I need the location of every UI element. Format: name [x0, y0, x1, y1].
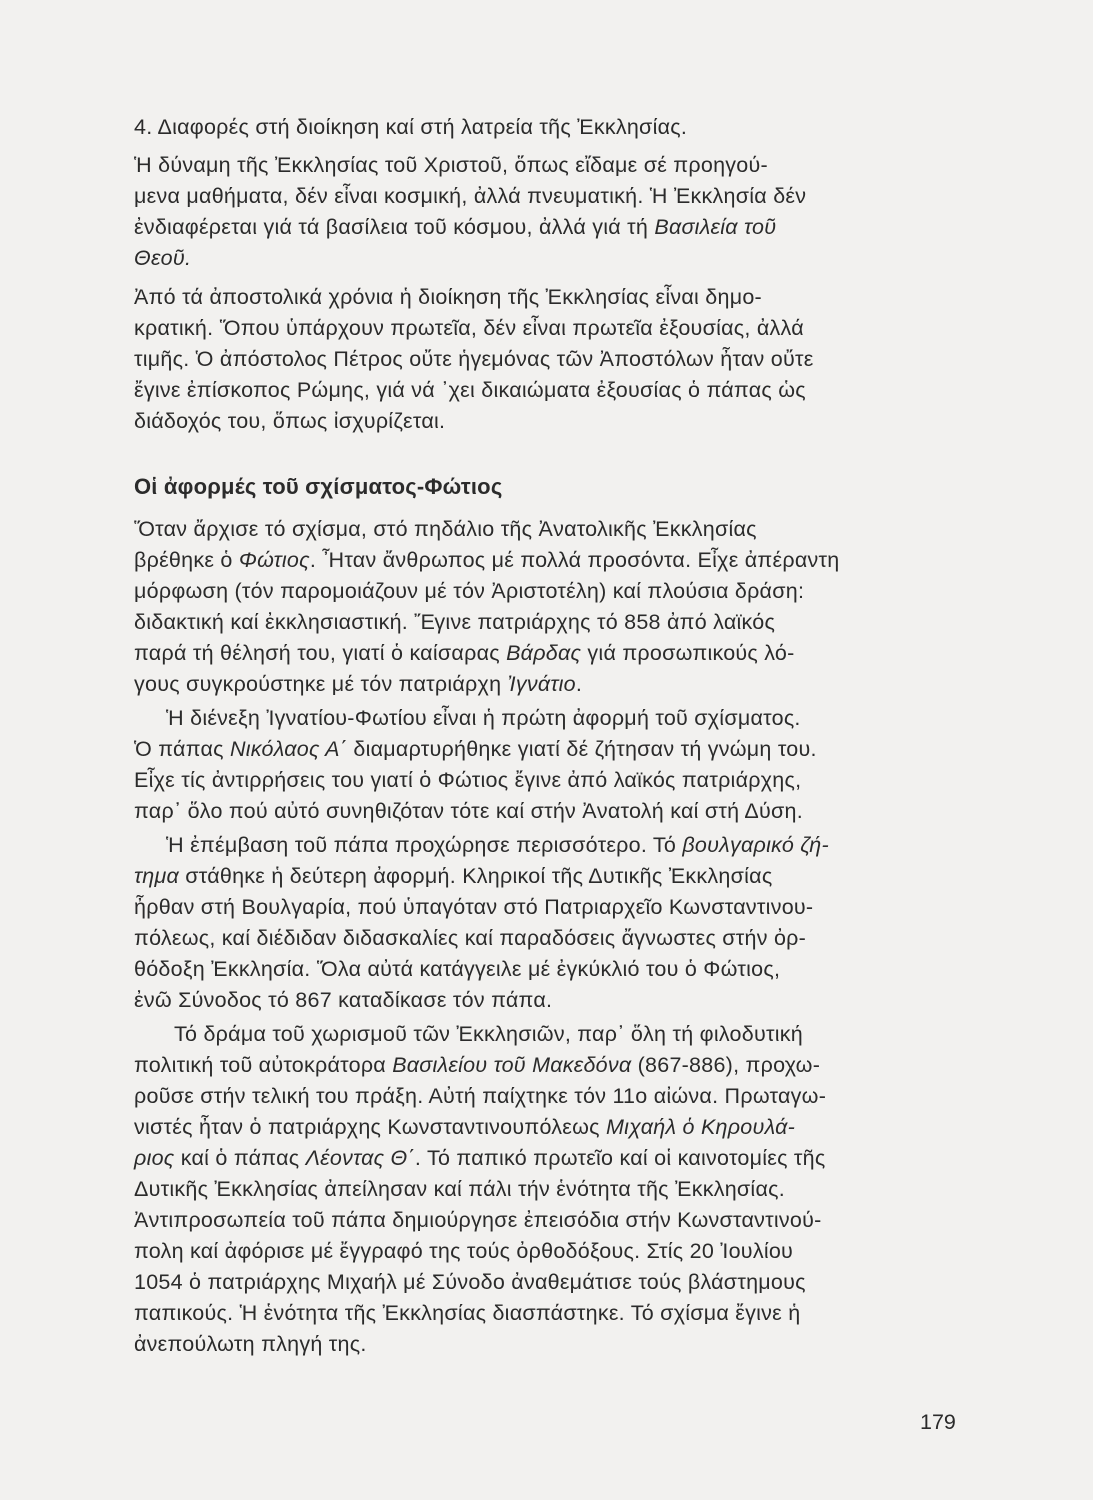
text-run: . [575, 672, 583, 696]
italic-term: Νικόλαος Α΄ [230, 737, 348, 761]
italic-term: Βάρδας [506, 641, 582, 665]
italic-term: Λέοντας Θ΄ [305, 1146, 415, 1170]
text-run: παρά τή θέλησή του, γιατί ὁ καίσαρας [134, 641, 507, 665]
paragraph-line [134, 638, 795, 668]
text-run: ἔγινε ἐπίσκοπος Ρώμης, γιά νά ᾽χει δικαιώματα ἐξουσίας ὁ πάπας ὡς [134, 378, 806, 402]
paragraph-line [134, 514, 960, 544]
paragraph-line [166, 830, 829, 860]
italic-term: Μιχαήλ ὁ Κηρουλά- [605, 1115, 796, 1139]
paragraph-line [134, 1298, 960, 1328]
text-run: διαμαρτυρήθηκε γιατί δέ ζήτησαν τή γνώμη του. [347, 737, 817, 761]
paragraph-line [134, 282, 960, 312]
section-heading: Οἱ ἀφορμές τοῦ σχίσματος-Φώτιος [134, 474, 503, 499]
text-run: βρέθηκε ὁ [134, 548, 239, 572]
text-run: (867-886), προχω- [631, 1053, 821, 1077]
paragraph-line [134, 375, 960, 405]
text-run: διδακτική καί ἐκκλησιαστική. Ἔγινε πατριάρχης τό 858 ἀπό λαϊκός [134, 610, 776, 634]
text-run: ἐνῶ Σύνοδος τό 867 καταδίκασε τόν πάπα. [134, 988, 553, 1012]
text-run: Δυτικῆς Ἐκκλησίας ἀπείλησαν καί πάλι τήν ἑνότητα τῆς Ἐκκλησίας. [134, 1177, 785, 1201]
text-run: Ἀπό τά ἀποστολικά χρόνια ἡ διοίκηση τῆς Ἐκκλησίας εἶναι δημο- [134, 285, 762, 309]
paragraph-line [174, 1019, 803, 1049]
text-run: Ὅταν ἄρχισε τό σχίσμα, στό πηδάλιο τῆς Ἀνατολικῆς Ἐκκλησίας [134, 517, 757, 541]
paragraph-line [134, 1143, 826, 1173]
paragraph-line [134, 985, 552, 1015]
text-run: Τό δράμα τοῦ χωρισμοῦ τῶν Ἐκκλησιῶν, παρ᾽ ὅλη τή φιλοδυτική [174, 1022, 803, 1046]
paragraph-line [134, 607, 960, 637]
text-run: παπικούς. Ἡ ἑνότητα τῆς Ἐκκλησίας διασπάστηκε. Τό σχίσμα ἔγινε ἡ [134, 1301, 801, 1325]
text-run: θόδοξη Ἐκκλησία. Ὅλα αὐτά κατάγγειλε μέ ἐγκύκλιό του ὁ Φώτιος, [134, 957, 781, 981]
text-run: πολη καί ἀφόρισε μέ ἔγγραφό της τούς ὀρθοδόξους. Στίς 20 Ἰουλίου [134, 1239, 794, 1263]
italic-term: βουλγαρικό ζή- [682, 833, 829, 857]
italic-term: τημα [134, 864, 180, 888]
text-run: Ἀντιπροσωπεία τοῦ πάπα δημιούργησε ἐπεισόδια στήν Κωνσταντινού- [134, 1208, 822, 1232]
paragraph-line [134, 1267, 960, 1297]
text-run: παρ᾽ ὅλο πού αὐτό συνηθιζόταν τότε καί στήν Ἀνατολή καί στή Δύση. [134, 799, 803, 823]
text-run: Ἡ διένεξη Ἰγνατίου-Φωτίου εἶναι ἡ πρώτη ἀφορμή τοῦ σχίσματος. [166, 706, 801, 730]
italic-term: Βασιλεία τοῦ [654, 215, 777, 239]
paragraph-line [134, 344, 960, 374]
text-run: πόλεως, καί διέδιδαν διδασκαλίες καί παραδόσεις ἄγνωστες στήν ὀρ- [134, 926, 807, 950]
italic-term: Ἰγνάτιο [507, 672, 576, 696]
text-run: διάδοχός του, ὅπως ἰσχυρίζεται. [134, 409, 446, 433]
text-run: μόρφωση (τόν παρομοιάζουν μέ τόν Ἀριστοτέλη) καί πλούσια δράση: [134, 579, 805, 603]
text-run: καί ὁ πάπας [174, 1146, 306, 1170]
paragraph-line [134, 734, 817, 764]
text-run: ἐνδιαφέρεται γιά τά βασίλεια τοῦ κόσμου, ἀλλά γιά τή [134, 215, 655, 239]
paragraph-line [134, 1174, 960, 1204]
paragraph-line [134, 313, 960, 343]
paragraph-line [134, 243, 191, 273]
paragraph-line [134, 1329, 367, 1359]
paragraph-line [134, 1236, 960, 1266]
text-run: πολιτική τοῦ αὐτοκράτορα [134, 1053, 393, 1077]
text-run: στάθηκε ἡ δεύτερη ἀφορμή. Κληρικοί τῆς Δυτικῆς Ἐκκλησίας [179, 864, 773, 888]
text-run: Εἶχε τίς ἀντιρρήσεις του γιατί ὁ Φώτιος ἔγινε ἀπό λαϊκός πατριάρχης, [134, 768, 802, 792]
text-run: γους συγκρούστηκε μέ τόν πατριάρχη [134, 672, 508, 696]
text-run: μενα μαθήματα, δέν εἶναι κοσμική, ἀλλά πνευματική. Ἡ Ἐκκλησία δέν [134, 184, 807, 208]
text-run: Ἡ ἐπέμβαση τοῦ πάπα προχώρησε περισσότερο. Τό [166, 833, 683, 857]
paragraph-line [134, 892, 960, 922]
text-run: . Ἦταν ἄνθρωπος μέ πολλά προσόντα. Εἶχε ἀπέραντη [309, 548, 840, 572]
paragraph-line [166, 703, 801, 733]
text-run: 1054 ὁ πατριάρχης Μιχαήλ μέ Σύνοδο ἀναθεμάτισε τούς βλάστημους [134, 1270, 806, 1294]
text-run: . Τό παπικό πρωτεῖο καί οἱ καινοτομίες τῆς [414, 1146, 826, 1170]
text-run: ἀνεπούλωτη πληγή της. [134, 1332, 367, 1356]
text-run: γιά προσωπικούς λό- [581, 641, 795, 665]
text-run: κρατική. Ὅπου ὑπάρχουν πρωτεῖα, δέν εἶναι πρωτεῖα ἐξουσίας, ἀλλά [134, 316, 804, 340]
paragraph-line [134, 1050, 820, 1080]
paragraph-line [134, 765, 960, 795]
italic-term: Θεοῦ. [134, 246, 192, 270]
page-number: 179 [920, 1410, 956, 1434]
paragraph-line [134, 861, 772, 891]
paragraph-line [134, 1081, 960, 1111]
text-run: ροῦσε στήν τελική του πράξη. Αὐτή παίχτηκε τόν 11ο αἰώνα. Πρωταγω- [134, 1084, 827, 1108]
paragraph-line [134, 669, 582, 699]
text-run: Ὁ πάπας [134, 737, 230, 761]
paragraph-line [134, 1112, 795, 1142]
paragraph-line [134, 796, 803, 826]
text-run: Ἡ δύναμη τῆς Ἐκκλησίας τοῦ Χριστοῦ, ὅπως εἴδαμε σέ προηγού- [134, 153, 768, 177]
text-run: νιστές ἦταν ὁ πατριάρχης Κωνσταντινουπόλεως [134, 1115, 606, 1139]
paragraph-line [134, 545, 839, 575]
italic-term: Φώτιος [238, 548, 310, 572]
paragraph-line [134, 150, 960, 180]
paragraph-line [134, 923, 960, 953]
section-4-title: 4. Διαφορές στή διοίκηση καί στή λατρεία τῆς Ἐκκλησίας. [134, 115, 688, 139]
paragraph-line [134, 181, 960, 211]
paragraph-line [134, 406, 445, 436]
text-run: τιμῆς. Ὁ ἀπόστολος Πέτρος οὔτε ἡγεμόνας τῶν Ἀποστόλων ἦταν οὔτε [134, 347, 814, 371]
italic-term: ριος [134, 1146, 175, 1170]
paragraph-line [134, 954, 960, 984]
text-run: ἦρθαν στή Βουλγαρία, πού ὑπαγόταν στό Πατριαρχεῖο Κωνσταντινου- [134, 895, 814, 919]
paragraph-line [134, 212, 776, 242]
paragraph-line [134, 1205, 960, 1235]
italic-term: Βασιλείου τοῦ Μακεδόνα [392, 1053, 632, 1077]
paragraph-line [134, 576, 960, 606]
